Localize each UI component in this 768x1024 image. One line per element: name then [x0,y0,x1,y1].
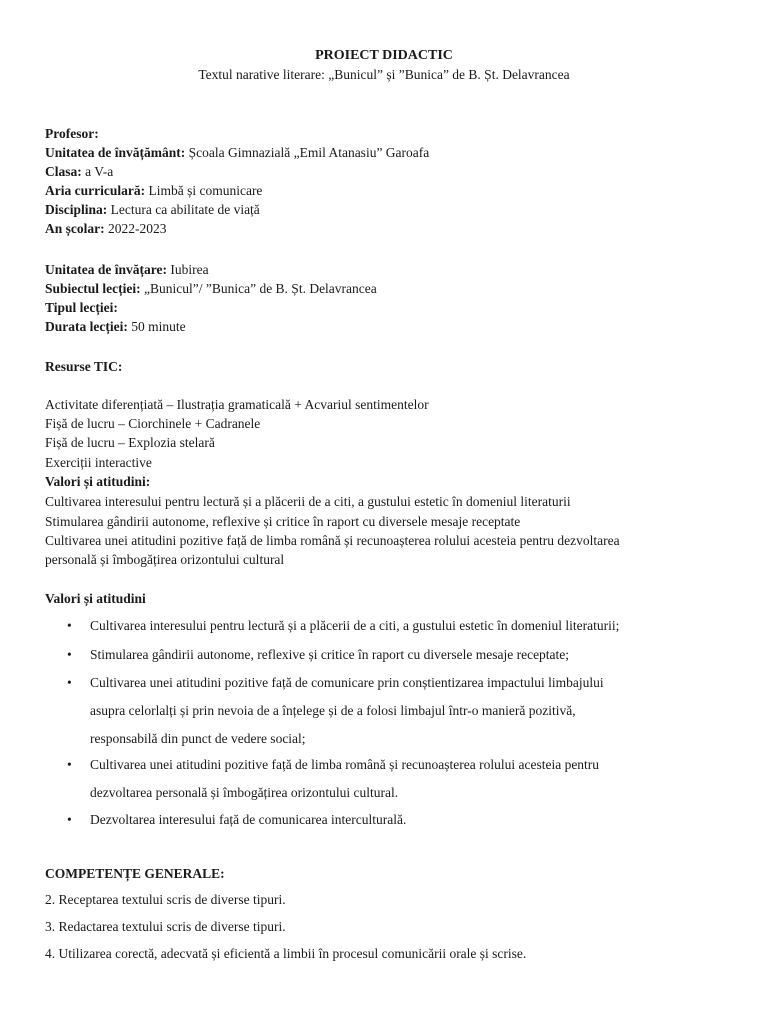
profesor-label: Profesor: [45,126,99,141]
bullet-text: Cultivarea interesului pentru lectură și a plăcerii de a citi, a gustului estetic în domeniul literaturii; [90,618,620,633]
competente-heading: COMPETENȚE GENERALE: [45,866,225,881]
aria-label: Aria curriculară: [45,183,146,198]
durata-line [45,317,728,336]
valori-line: Cultivarea unei atitudini pozitive față de limba română și recunoașterea rolului acesteia pentru dezvoltarea [45,533,620,548]
valori-line: personală și îmbogățirea orizontului cultural [45,552,285,567]
unitate-line [45,143,728,162]
resurse-item: Activitate diferențiată – Ilustrația gramaticală + Acvariul sentimentelor [45,397,429,412]
resurse-heading: Resurse TIC: [45,359,123,374]
clasa-label: Clasa: [45,164,82,179]
tipul-label: Tipul lecției: [45,300,118,315]
valori-bullets-heading: Valori și atitudini [45,591,146,606]
durata-label: Durata lecției: [45,319,128,334]
competenta-item: 2. Receptarea textului scris de diverse tipuri. [45,892,286,907]
resurse-item: Fișă de lucru – Explozia stelară [45,435,215,450]
an-scolar-value: 2022-2023 [104,221,167,236]
bullet-text: dezvoltarea personală și îmbogățirea orizontului cultural. [90,785,399,800]
resurse-item: Exerciții interactive [45,455,152,470]
bullet-icon: • [67,647,72,662]
profesor-line [45,124,728,143]
aria-line [45,181,728,200]
bullet-icon: • [67,757,72,772]
bullet-icon: • [67,618,72,633]
disciplina-value: Lectura ca abilitate de viață [107,202,260,217]
bullet-text: responsabilă din punct de vedere social; [90,731,306,746]
bullet-text: Cultivarea unei atitudini pozitive față de limba română și recunoașterea rolului acesteia pentru [90,757,600,772]
bullet-text: Stimularea gândirii autonome, reflexive și critice în raport cu diversele mesaje receptate; [90,647,570,662]
subiect-label: Subiectul lecției: [45,281,141,296]
valori-line: Stimularea gândirii autonome, reflexive și critice în raport cu diversele mesaje receptate [45,514,521,529]
durata-value: 50 minute [127,319,186,334]
disciplina-label: Disciplina: [45,202,108,217]
bullet-text: Dezvoltarea interesului față de comunicarea interculturală. [90,812,407,827]
subiect-value: „Bunicul”/ ”Bunica” de B. Șt. Delavrancea [140,281,377,296]
bullet-text: Cultivarea unei atitudini pozitive față de comunicare prin conștientizarea impactului limbajului [90,675,604,690]
unitate-label: Unitatea de învățământ: [45,145,186,160]
aria-value: Limbă și comunicare [145,183,263,198]
page-subtitle: Textul narative literare: „Bunicul” și ”Bunica” de B. Șt. Delavrancea [198,67,570,82]
invatare-line [45,260,728,279]
subiect-line [45,279,728,298]
competenta-item: 3. Redactarea textului scris de diverse tipuri. [45,919,286,934]
valori-line: Cultivarea interesului pentru lectură și a plăcerii de a citi, a gustului estetic în domeniul literaturii [45,494,571,509]
an-scolar-line [45,219,728,238]
an-scolar-label: An școlar: [45,221,105,236]
invatare-label: Unitatea de învățare: [45,262,167,277]
disciplina-line [45,200,728,219]
clasa-line [45,162,728,181]
resurse-item: Fișă de lucru – Ciorchinele + Cadranele [45,416,261,431]
unitate-value: Școala Gimnazială „Emil Atanasiu” Garoafa [185,145,430,160]
page-title: PROIECT DIDACTIC [315,48,453,63]
valori-heading: Valori și atitudini: [45,474,151,489]
bullet-text: asupra celorlalți și prin nevoia de a înțelege și de a folosi limbajul într-o manieră pozitivă, [90,703,576,718]
tipul-line [45,298,728,317]
competenta-item: 4. Utilizarea corectă, adecvată și eficientă a limbii în procesul comunicării orale și scrise. [45,946,527,961]
bullet-icon: • [67,812,72,827]
clasa-value: a V-a [81,164,114,179]
bullet-icon: • [67,675,72,690]
invatare-value: Iubirea [166,262,209,277]
